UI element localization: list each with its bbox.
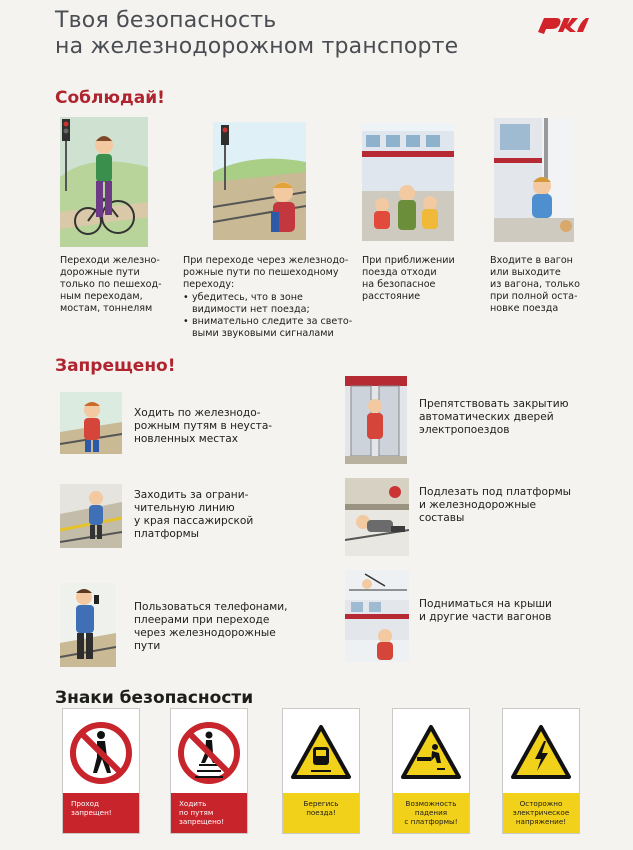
forbidden-item-6-text: Подниматься на крыши и другие части вагонов bbox=[419, 598, 552, 623]
family-at-train-illustration bbox=[362, 123, 454, 241]
bullet-item: • внимательно следите за свето- выми звуковыми сигналами bbox=[183, 316, 353, 340]
forbidden-item-4-text: Подлезать под платформы и железнодорожные составы bbox=[419, 486, 572, 524]
cyclist-crossing-illustration bbox=[60, 117, 148, 247]
platform-fall-warning-icon bbox=[397, 715, 465, 791]
sign-train-warning bbox=[282, 708, 360, 834]
sign-no-walking-on-tracks bbox=[170, 708, 248, 834]
signs-heading: Знаки безопасности bbox=[55, 688, 254, 708]
sign-3-caption: Берегись поезда! bbox=[283, 793, 359, 833]
forbidden-item-5-text: Пользоваться телефонами, плеерами при переходе через железнодорожные пути bbox=[134, 601, 288, 652]
comply-card-2-bullets bbox=[183, 292, 353, 340]
high-voltage-warning-icon bbox=[507, 715, 575, 791]
bullet-item: • убедитесь, что в зоне видимости нет поезда; bbox=[183, 292, 353, 316]
platform-edge-illustration bbox=[60, 484, 122, 548]
sign-2-caption: Ходить по путям запрещено! bbox=[171, 793, 247, 833]
sign-no-pedestrian bbox=[62, 708, 140, 834]
title-line-1: Твоя безопасность bbox=[55, 8, 277, 33]
comply-card-3-text: При приближении поезда отходи на безопасное расстояние bbox=[362, 255, 455, 302]
sign-platform-fall-warning bbox=[392, 708, 470, 834]
rzd-logo-icon bbox=[534, 10, 590, 38]
forbidden-item-3-text: Заходить за ограни- чительную линию у края пассажирской платформы bbox=[134, 489, 254, 540]
child-boarding-illustration bbox=[494, 118, 574, 242]
blocking-doors-illustration bbox=[345, 376, 407, 464]
forbidden-item-2-text: Препятствовать закрытию автоматических дверей электропоездов bbox=[419, 398, 569, 436]
train-warning-icon bbox=[287, 715, 355, 791]
climbing-train-roof-illustration bbox=[345, 570, 409, 662]
walking-on-tracks-illustration bbox=[60, 392, 122, 454]
boy-crossing-illustration bbox=[213, 122, 306, 240]
forbidden-item-1-text: Ходить по железнодо- рожным путям в неуста- новленных местах bbox=[134, 407, 273, 445]
no-walking-on-tracks-icon bbox=[175, 715, 243, 791]
crawling-under-platform-illustration bbox=[345, 478, 409, 556]
title-line-2: на железнодорожном транспорте bbox=[55, 34, 459, 59]
no-pedestrian-icon bbox=[67, 715, 135, 791]
comply-card-4-text: Входите в вагон или выходите из вагона, только при полной оста- новке поезда bbox=[490, 255, 580, 314]
sign-1-caption: Проход запрещен! bbox=[63, 793, 139, 833]
forbidden-heading: Запрещено! bbox=[55, 356, 176, 376]
poster-title bbox=[55, 8, 525, 60]
comply-card-1-text: Переходи железно- дорожные пути только по пешеход- ным переходам, мостам, тоннелям bbox=[60, 255, 162, 314]
sign-high-voltage-warning bbox=[502, 708, 580, 834]
sign-4-caption: Возможность падения с платформы! bbox=[393, 793, 469, 833]
rzd-logo bbox=[534, 10, 590, 38]
comply-card-2-text: При переходе через железнодо- рожные пути по пешеходному переходу: • убедитесь, что в зоне видимости нет поезда; • внимательно следите за свето- выми звуковыми сигналами bbox=[183, 255, 353, 340]
phone-while-crossing-illustration bbox=[60, 583, 116, 667]
sign-5-caption: Осторожно электрическое напряжение! bbox=[503, 793, 579, 833]
comply-heading: Соблюдай! bbox=[55, 88, 165, 108]
